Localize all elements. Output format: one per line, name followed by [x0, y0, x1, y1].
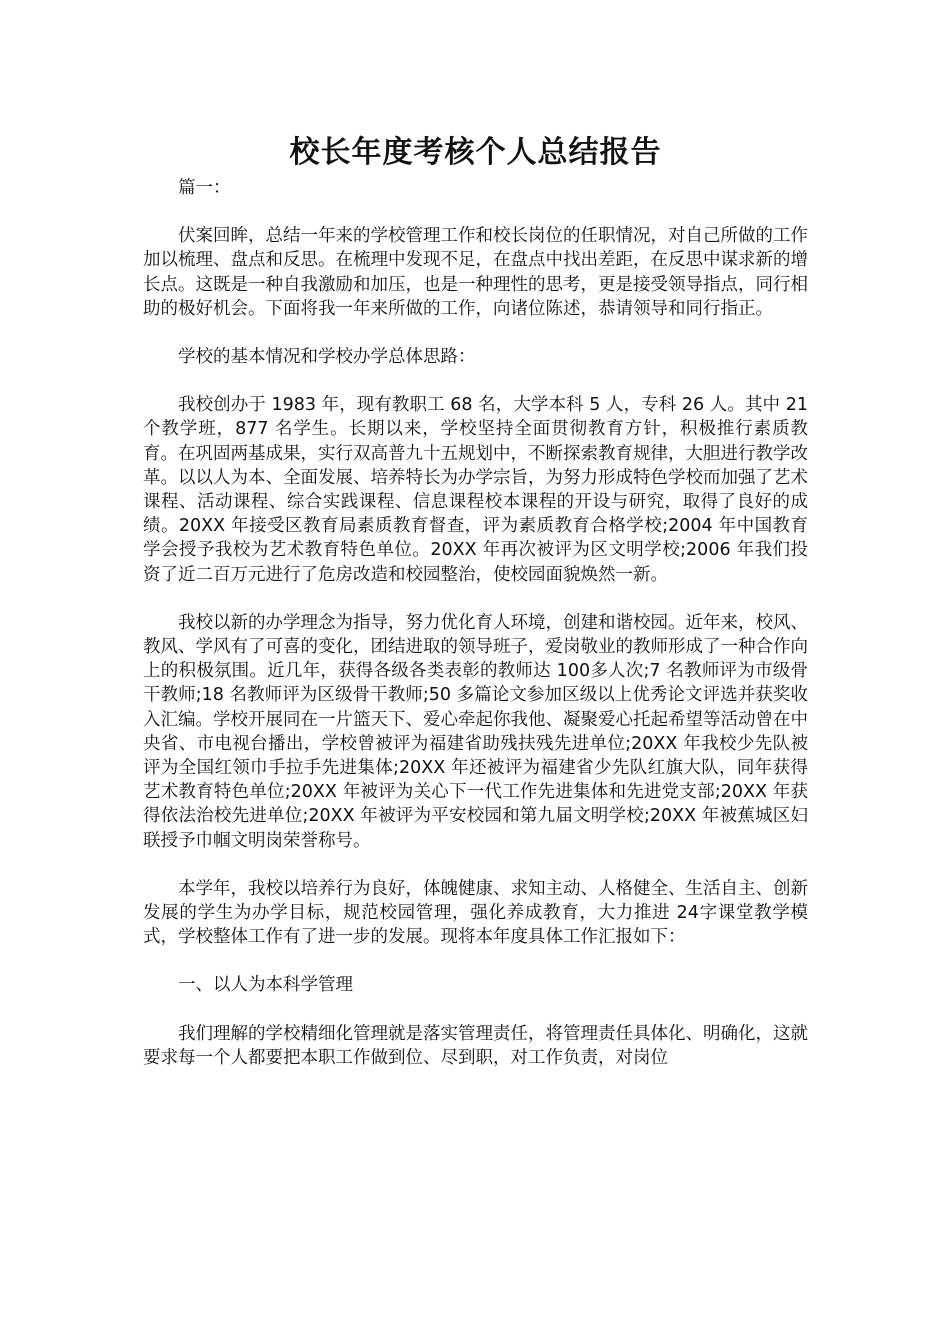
paragraph-spacer	[143, 853, 808, 877]
paragraph-spacer	[143, 998, 808, 1022]
achievements-paragraph: 我校以新的办学理念为指导，努力优化育人环境，创建和谐校园。近年来，校风、教风、学风有了可喜的变化，团结进取的领导班子，爱岗敬业的教师形成了一种合作向上的积极氛围。近几年，获得各级各类表彰的教师达 100多人次;7 名教师评为市级骨干教师;18 名教师评为区级骨干教师;50 多篇论文参加区级以上优秀论文评选并获奖收入汇编。学校开展同在一片篮天下、爱心牵起你我他、凝聚爱心托起希望等活动曾在中央省、市电视台播出，学校曾被评为福建省助残扶残先进单位;20XX 年我校少先队被评为全国红领巾手拉手先进集体;20XX 年还被评为福建省少先队红旗大队，同年获得艺术教育特色单位;20XX 年被评为关心下一代工作先进集体和先进党支部;20XX 年获得依法治校先进单位;20XX 年被评为平安校园和第九届文明学校;20XX 年被蕉城区妇联授予巾帼文明岗荣誉称号。	[143, 612, 808, 851]
document-page	[143, 130, 808, 1070]
paragraph-spacer	[143, 369, 808, 393]
paragraph-spacer	[143, 949, 808, 973]
paragraph-spacer	[143, 587, 808, 611]
paragraph-spacer	[143, 200, 808, 224]
part-label: 篇一：	[178, 178, 231, 198]
management-paragraph: 我们理解的学校精细化管理就是落实管理责任，将管理责任具体化、明确化，这就要求每一个人都要把本职工作做到位、尽到职，对工作负责，对岗位	[143, 1023, 808, 1068]
document-title: 校长年度考核个人总结报告	[289, 135, 662, 170]
section-one-heading: 一、以人为本科学管理	[178, 975, 353, 996]
intro-paragraph: 伏案回眸，总结一年来的学校管理工作和校长岗位的任职情况，对自己所做的工作加以梳理、盘点和反思。在梳理中发现不足，在盘点中找出差距，在反思中谋求新的增长点。这既是一种自我激励和加压，也是一种理性的思考，更是接受领导指点，同行相助的极好机会。下面将我一年来所做的工作，向诸位陈述，恭请领导和同行指正。	[143, 226, 808, 319]
annual-goals-paragraph: 本学年，我校以培养行为良好，体魄健康、求知主动、人格健全、生活自主、创新发展的学生为办学目标，规范校园管理，强化养成教育，大力推进 24字课堂教学模式，学校整体工作有了进一步的发展。现将本年度具体工作汇报如下：	[143, 878, 808, 948]
basic-info-heading: 学校的基本情况和学校办学总体思路：	[178, 347, 476, 368]
school-history-paragraph: 我校创办于 1983 年，现有教职工 68 名，大学本科 5 人，专科 26 人。其中 21 个教学班，877 名学生。长期以来，学校坚持全面贯彻教育方针，积极推行素质教育。在巩固两基成果，实行双高普九十五规划中，不断探索教育规律，大胆进行教学改革。以以人为本、全面发展、培养特长为办学宗旨，为努力形成特色学校而加强了艺术课程、活动课程、综合实践课程、信息课程校本课程的开设与研究，取得了良好的成绩。20XX 年接受区教育局素质教育督查，评为素质教育合格学校;2004 年中国教育学会授予我校为艺术教育特色单位。20XX 年再次被评为区文明学校;2006 年我们投资了近二百万元进行了危房改造和校园整治，使校园面貌焕然一新。	[143, 395, 808, 585]
paragraph-spacer	[143, 321, 808, 345]
